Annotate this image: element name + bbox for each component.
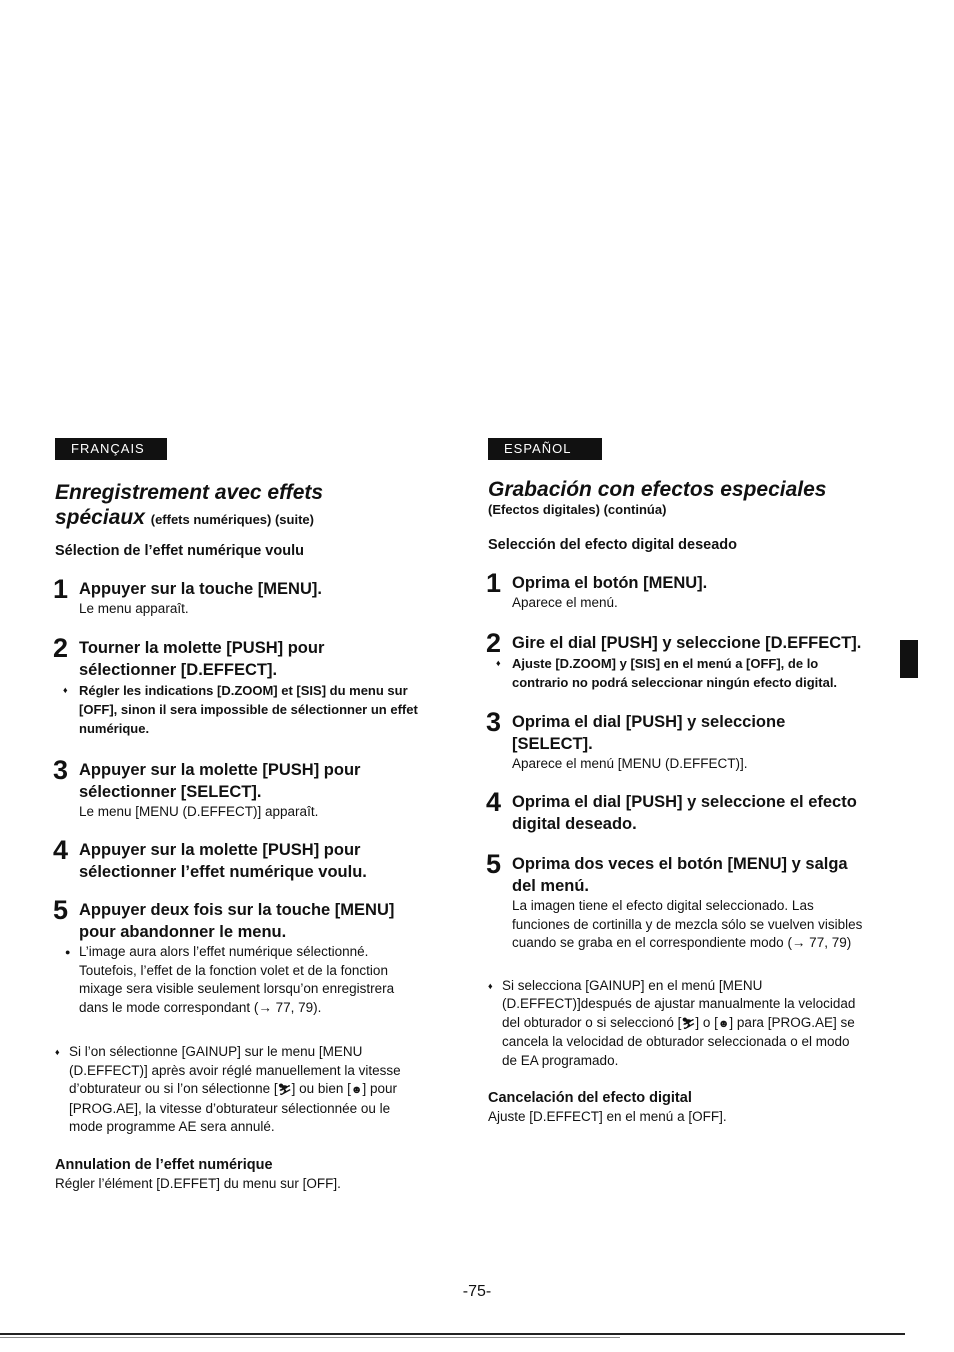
bottom-divider-thin [0, 1337, 620, 1338]
step-4: 4 Oprima el dial [PUSH] y seleccione el efecto digital deseado. [486, 787, 857, 833]
step-2: 2 Gire el dial [PUSH] y seleccione [D.EFFECT]. ♦ Ajuste [D.ZOOM] y [SIS] en el menú a [OFF], de lo contrario no podrá seleccionar ningún efecto digital. [488, 632, 868, 692]
title-subtitle: (Efectos digitales) (continúa) [488, 502, 667, 517]
step-4: 4 Appuyer sur la molette [PUSH] pour sélectionner l’effet numérique voulu. [53, 835, 367, 881]
spanish-column [488, 438, 868, 1127]
bottom-divider [0, 1333, 905, 1335]
step-3: 3 Oprima el dial [PUSH] y seleccione [SELECT]. Aparece el menú [MENU (D.EFFECT)]. [486, 706, 786, 771]
step-3: 3 Appuyer sur la molette [PUSH] pour sélectionner [SELECT]. Le menu [MENU (D.EFFECT)] apparaît. [53, 754, 361, 819]
step-2: 2 Tourner la molette [PUSH] pour sélectionner [D.EFFECT]. ♦ Régler les indications [D.ZOOM] et [SIS] du menu sur [OFF], sinon il sera impossible de sélectionner un effet numérique. [55, 637, 425, 738]
step-1: 1 Oprima el botón [MENU]. Aparece el menú. [486, 568, 708, 610]
language-tag-spanish: ESPAÑOL [488, 438, 602, 460]
page-number: -75- [462, 1283, 492, 1300]
french-column [55, 438, 425, 1193]
sports-mode-icon: ⛷ [277, 1084, 292, 1096]
language-tag-french: FRANÇAIS [55, 438, 167, 460]
step-5: 5 Oprima dos veces el botón [MENU] y salga del menú. La imagen tiene el efecto digital seleccionado. Las funciones de cortinilla y de mezcla sólo se vuelven visibles cuando se graba en el correspondiente modo (→ 77, 79) [486, 849, 863, 950]
portrait-mode-icon: ☻ [350, 1084, 363, 1096]
section-heading: Sélection de l’effet numérique voulu [55, 543, 304, 559]
bullet-icon: ● [65, 947, 71, 957]
cancel-heading: Cancelación del efecto digital [488, 1090, 692, 1106]
section-heading: Selección del efecto digital deseado [488, 537, 737, 553]
page-title-spanish: Grabación con efectos especiales [488, 478, 827, 501]
step-1: 1 Appuyer sur la touche [MENU]. Le menu apparaît. [53, 574, 322, 616]
sports-mode-icon: ⛷ [681, 1017, 696, 1030]
note-paragraph: ♦ Si selecciona [GAINUP] en el menú [MENU (D.EFFECT)]después de ajustar manualmente la velocidad del obturador o si seleccionó [⛷] o [☻] para [PROG.AE] se cancela la velocidad de obturador seleccionada o el modo de EA programado. [488, 977, 856, 1068]
page-title-french: Enregistrement avec effets spéciaux (effets numériques) (suite) [55, 481, 324, 529]
cancel-body: Ajuste [D.EFFECT] en el menú a [OFF]. [488, 1109, 727, 1124]
section-tab-marker [900, 640, 918, 678]
step-5: 5 Appuyer deux fois sur la touche [MENU] pour abandonner le menu. ● L’image aura alors l’effet numérique sélectionné. Toutefois, l’effet de la fonction volet et de la fonction mixage sera visible seulement lorsqu’on enregistrera dans le mode correspondant (→ 77, 79). [53, 895, 395, 1015]
portrait-mode-icon: ☻ [717, 1017, 730, 1030]
title-subtitle: (effets numériques) (suite) [150, 512, 314, 527]
diamond-bullet-icon: ♦ [55, 1047, 60, 1057]
note-paragraph: ♦ Si l’on sélectionne [GAINUP] sur le menu [MENU (D.EFFECT)] après avoir réglé manuellement la vitesse d’obturateur ou si l’on sélectionne [⛷] ou bien [☻] pour [PROG.AE], la vitesse d’obturateur sélectionnée ou le mode programme AE sera annulé. [55, 1044, 401, 1134]
cancel-body: Régler l’élément [D.EFFET] du menu sur [OFF]. [55, 1175, 341, 1191]
cancel-heading: Annulation de l’effet numérique [55, 1156, 273, 1173]
diamond-bullet-icon: ♦ [488, 980, 493, 991]
